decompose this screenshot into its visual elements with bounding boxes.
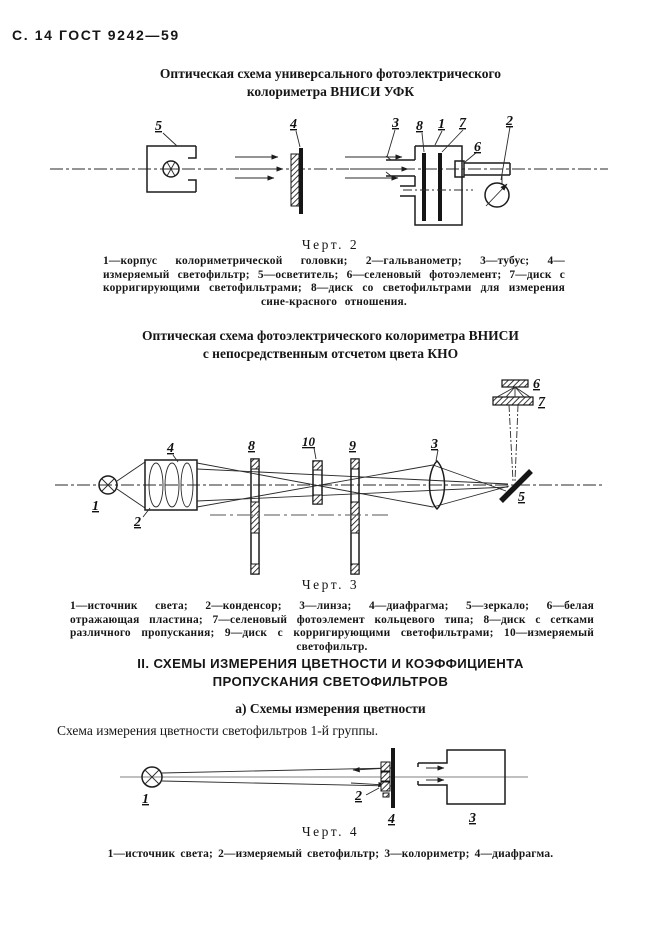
mirror-5 xyxy=(501,471,531,501)
fig1-label-5: 5 xyxy=(155,119,162,134)
entry-tube xyxy=(386,156,415,176)
fig3-label-3: 3 xyxy=(469,811,476,826)
page-header: С. 14 ГОСТ 9242—59 xyxy=(12,27,180,43)
light-ray-arrows-left xyxy=(235,157,283,178)
section-ii-heading xyxy=(0,655,661,691)
leader-5 xyxy=(163,133,177,146)
figure-chert-4 xyxy=(50,742,610,828)
intro-paragraph: Схема измерения цветности светофильтров 1-й группы. xyxy=(57,723,379,738)
fig2-label-7: 7 xyxy=(538,395,545,410)
fig1-label-7: 7 xyxy=(459,116,466,131)
figure4-legend: 1—источник света; 2—измеряемый светофильтр; 3—колориметр; 4—диафрагма. xyxy=(107,848,554,860)
leader-1 xyxy=(435,131,442,145)
fig2-label-1: 1 xyxy=(92,499,99,514)
measured-filter xyxy=(291,148,303,214)
figure3-title-line1: Оптическая схема фотоэлектрического колориметра ВНИСИ xyxy=(142,328,519,343)
leader-4 xyxy=(173,455,178,462)
plate-fan-rays xyxy=(497,387,530,397)
figure-chert-3 xyxy=(50,374,610,580)
ring-photocell-7 xyxy=(493,397,533,405)
section-ii-heading-line1: II. СХЕМЫ ИЗМЕРЕНИЯ ЦВЕТНОСТИ И КОЭФФИЦИЕНТА xyxy=(137,656,524,671)
fig1-label-4: 4 xyxy=(290,117,297,132)
figure2-legend: 1—корпус колориметрической головки; 2—гальванометр; 3—тубус; 4—измеряемый светофильтр; 5—осветитель; 6—селеновый фотоэлемент; 7—диск с корригирующими светофильтрами; 8—диск со светофильтрами для измерения сине-красного отношения. xyxy=(103,255,565,308)
fig2-label-2: 2 xyxy=(134,515,141,530)
leader-10 xyxy=(314,448,316,459)
grid-disk-8 xyxy=(251,459,259,574)
leader-4 xyxy=(296,131,300,147)
reflected-beam xyxy=(509,405,518,481)
figure2-caption: Черт. 2 xyxy=(301,237,360,252)
fig3-label-1: 1 xyxy=(142,792,149,807)
fig3-label-2: 2 xyxy=(355,789,362,804)
figure4-caption: Черт. 4 xyxy=(301,824,360,839)
section-ii-heading-line2: ПРОПУСКАНИЯ СВЕТОФИЛЬТРОВ xyxy=(212,674,449,689)
filter-disk-8 xyxy=(422,153,426,221)
measured-filter-2 xyxy=(381,762,390,797)
figure3-legend: 1—источник света; 2—конденсор; 3—линза; 4—диафрагма; 5—зеркало; 6—белая отражающая пластина; 7—селеновый фотоэлемент кольцевого типа; 8—диск с сетками различного пропускания; 9—диск с корригирующими светофильтрами; 10—измеряемый светофильтр. xyxy=(70,600,594,653)
fig1-label-1: 1 xyxy=(438,117,445,132)
fig2-label-5: 5 xyxy=(518,490,525,505)
fig1-label-8: 8 xyxy=(416,119,423,134)
fig2-label-10: 10 xyxy=(302,434,315,449)
fig2-label-6: 6 xyxy=(533,377,540,392)
diaphragm-4 xyxy=(391,748,395,808)
figure3-title-line2: с непосредственным отсчетом цвета КНО xyxy=(202,345,459,361)
leader-3 xyxy=(387,130,395,157)
fig3-label-4: 4 xyxy=(388,812,395,827)
galvanometer xyxy=(485,175,509,207)
fig2-label-4: 4 xyxy=(167,441,174,456)
figure2-title-line2: колориметра ВНИСИ УФК xyxy=(246,83,415,99)
leader-8 xyxy=(422,133,424,152)
correction-disk-7 xyxy=(438,153,442,221)
leader-2 xyxy=(501,127,510,180)
figure2-title-line1: Оптическая схема универсального фотоэлектрического xyxy=(159,66,502,81)
fig1-label-3: 3 xyxy=(392,116,399,131)
figure-chert-2 xyxy=(50,112,610,238)
leader-2 xyxy=(366,788,379,795)
subsection-a-heading: а) Схемы измерения цветности xyxy=(235,701,426,716)
lamp-icon xyxy=(163,161,179,177)
fig2-label-8: 8 xyxy=(248,439,255,454)
measured-filter-10 xyxy=(313,461,322,504)
figure3-title xyxy=(0,327,661,362)
fig2-label-9: 9 xyxy=(349,439,356,454)
colorimetric-head-body xyxy=(386,146,510,225)
fig1-label-2: 2 xyxy=(506,114,513,129)
white-plate-6 xyxy=(502,380,528,387)
leader-7 xyxy=(442,130,463,152)
figure2-title xyxy=(0,65,661,100)
fig1-label-6: 6 xyxy=(474,140,481,155)
fig2-label-3: 3 xyxy=(431,437,438,452)
figure3-caption: Черт. 3 xyxy=(301,577,360,592)
